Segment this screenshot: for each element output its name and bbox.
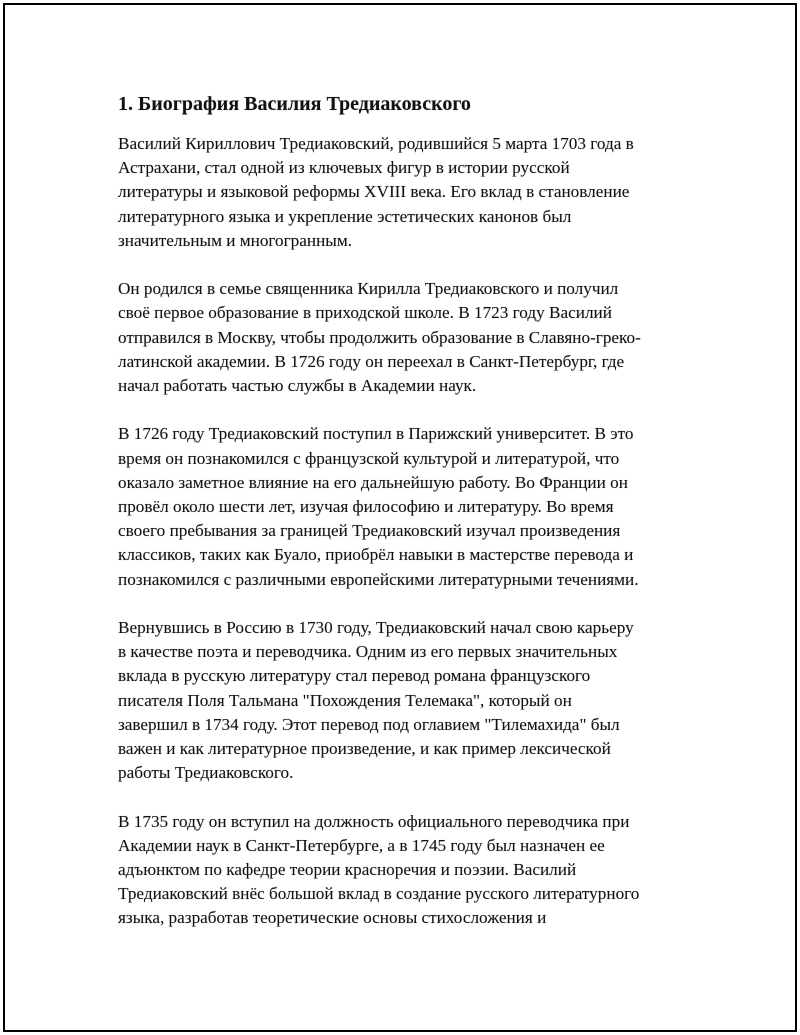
paragraph-1 [118, 132, 700, 253]
text-line: латинской академии. В 1726 году он переехал в Санкт-Петербург, где [118, 351, 625, 371]
text-line: вклада в русскую литературу стал перевод романа французского [118, 666, 591, 686]
text-line: литературного языка и укрепление эстетических канонов был [118, 206, 572, 226]
text-line: в качестве поэта и переводчика. Одним из его первых значительных [118, 642, 618, 662]
text-line: работы Тредиаковского. [118, 763, 294, 783]
text-line: Астрахани, стал одной из ключевых фигур в истории русской [118, 158, 570, 178]
text-line: значительным и многогранным. [118, 230, 353, 250]
text-line: оказало заметное влияние на его дальнейшую работу. Во Франции он [118, 472, 628, 492]
text-line: литературы и языковой реформы XVIII века. Его вклад в становление [118, 182, 630, 202]
paragraph-2 [118, 277, 700, 398]
text-line: познакомился с различными европейскими литературными течениями. [118, 569, 639, 589]
text-line: своего пребывания за границей Тредиаковский изучал произведения [118, 521, 621, 541]
text-line: начал работать частью службы в Академии наук. [118, 376, 477, 396]
text-line: В 1735 году он вступил на должность официального переводчика при [118, 811, 630, 831]
text-line: В 1726 году Тредиаковский поступил в Парижский университет. В это [118, 424, 634, 444]
text-line: завершил в 1734 году. Этот перевод под оглавием "Тилемахида" был [118, 714, 620, 734]
text-line: Василий Кириллович Тредиаковский, родившийся 5 марта 1703 года в [118, 134, 634, 153]
text-line: Вернувшись в Россию в 1730 году, Тредиаковский начал свою карьеру [118, 618, 634, 638]
text-line: важен и как литературное произведение, и как пример лексической [118, 739, 611, 759]
text-line: языка, разработав теоретические основы стихосложения и [118, 908, 547, 928]
text-line: своё первое образование в приходской школе. В 1723 году Василий [118, 303, 612, 323]
text-line: классиков, таких как Буало, приобрёл навыки в мастерстве перевода и [118, 545, 634, 565]
text-line: писателя Поля Тальмана "Похождения Телемака", который он [118, 690, 572, 710]
paragraph-4 [118, 616, 700, 785]
text-line: Тредиаковский внёс большой вклад в создание русского литературного [118, 884, 640, 904]
document-body [118, 90, 700, 955]
text-line: время он познакомился с французской культурой и литературой, что [118, 448, 620, 468]
paragraph-5 [118, 810, 700, 931]
paragraph-3 [118, 422, 700, 591]
text-line: адъюнктом по кафедре теории красноречия и поэзии. Василий [118, 860, 577, 880]
section-heading: 1. Биография Василия Тредиаковского [118, 93, 471, 115]
text-line: Он родился в семье священника Кирилла Тредиаковского и получил [118, 279, 619, 299]
text-line: Академии наук в Санкт-Петербурге, а в 1745 году был назначен ее [118, 835, 605, 855]
text-line: отправился в Москву, чтобы продолжить образование в Славяно-греко- [118, 327, 641, 347]
text-line: провёл около шести лет, изучая философию и литературу. Во время [118, 497, 614, 517]
